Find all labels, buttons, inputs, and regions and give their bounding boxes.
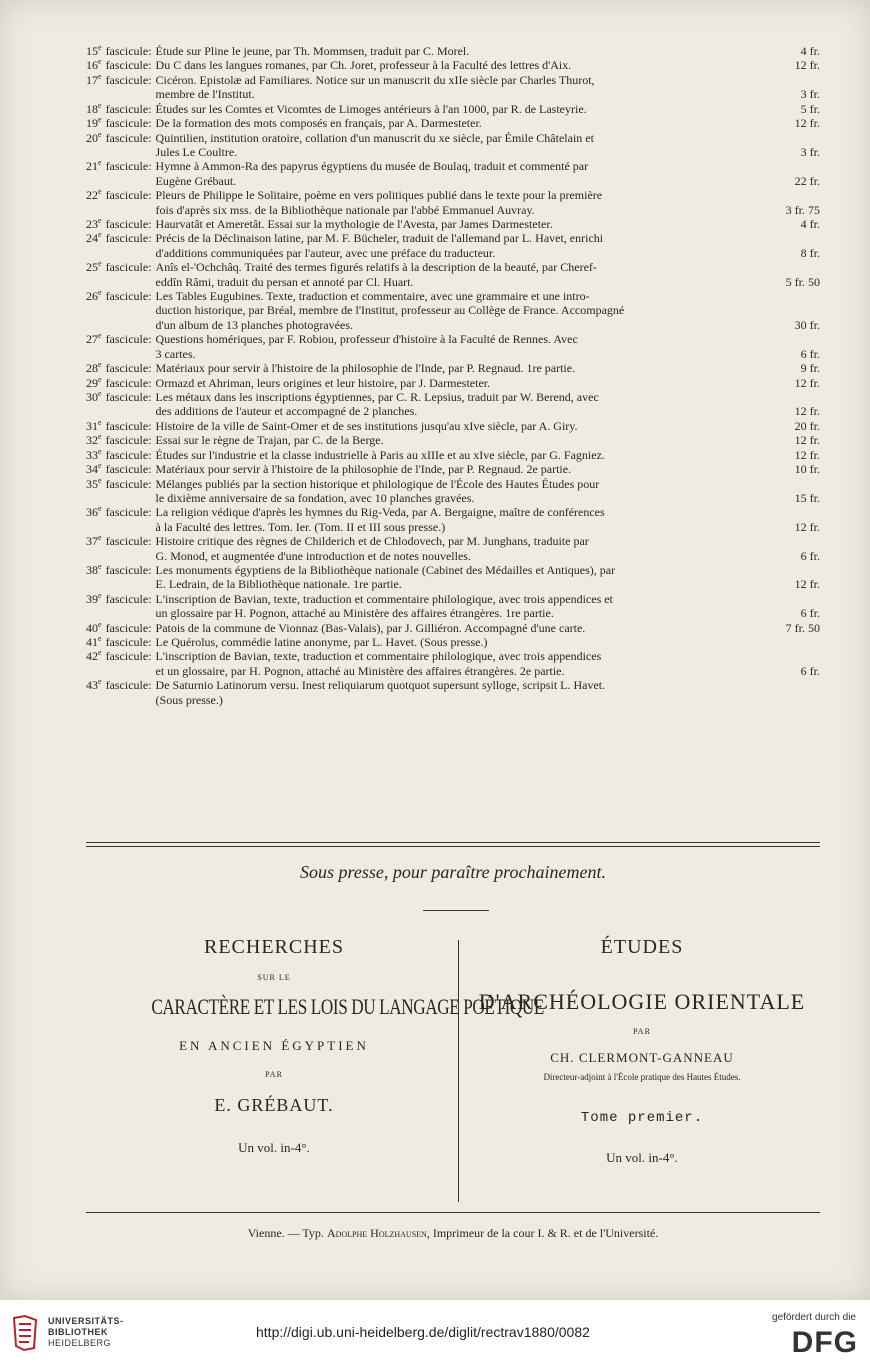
fascicule-text-line: Eugène Grébaut. (155, 173, 237, 188)
fascicule-number: 21 (86, 159, 98, 174)
fascicule-price: 6 fr. (800, 606, 820, 621)
fascicule-price: 10 fr. (794, 462, 820, 477)
fascicule-number: 28 (86, 361, 98, 376)
fascicule-number: 29 (86, 375, 98, 390)
fascicule-label (86, 58, 152, 72)
fascicule-number: 43 (86, 678, 98, 693)
fascicule-entry (86, 73, 820, 102)
fascicule-word: fascicule: (105, 260, 152, 275)
funded-by-text: gefördert durch die (772, 1312, 856, 1323)
fascicule-label (86, 635, 152, 649)
fascicule-number-suffix: e (98, 216, 102, 225)
fascicule-word: fascicule: (105, 620, 152, 635)
fascicule-word: fascicule: (105, 447, 152, 462)
fascicule-description (152, 131, 820, 160)
fascicule-number-suffix: e (98, 100, 102, 110)
fascicule-label (86, 260, 152, 274)
fascicule-description (152, 73, 820, 102)
fascicule-price: 22 fr. (794, 173, 820, 188)
permalink-url[interactable]: http://digi.ub.uni-heidelberg.de/diglit/rectrav1880/0082 (256, 1324, 590, 1340)
fascicule-price: 9 fr. (800, 361, 820, 376)
fascicule-word: fascicule: (105, 678, 152, 693)
fascicule-text-line: Anîs el-'Ochchâq. Traité des termes figurés relatifs à la description de la beauté, par Cheref- (155, 260, 597, 275)
fascicule-price: 4 fr. (800, 217, 820, 232)
fascicule-text-line: (Sous presse.) (155, 692, 223, 707)
fascicule-number-suffix: e (98, 432, 102, 442)
fascicule-entry (86, 159, 820, 188)
fascicule-description (152, 376, 820, 390)
fascicule-entry (86, 376, 820, 390)
fascicule-description (152, 260, 820, 289)
fascicule-text-line: Études sur l'industrie et la classe industrielle à Paris au xIIIe et au xIve siècle, par G. Fagniez. (155, 447, 605, 462)
fascicule-number-suffix: e (98, 619, 102, 629)
fascicule-text-line: le dixième anniversaire de sa fondation, avec 10 planches gravées. (155, 490, 475, 505)
fascicule-description (152, 390, 820, 419)
fascicule-number: 18 (86, 101, 98, 116)
fascicule-text-line: fois d'après six mss. de la Bibliothèque nationale par l'abbé Emmanuel Auvray. (155, 202, 535, 217)
fascicule-description (152, 462, 820, 476)
fascicule-entry (86, 419, 820, 433)
fascicule-text-line: E. Ledrain, de la Bibliothèque nationale. 1re partie. (155, 577, 402, 592)
fascicule-word: fascicule: (105, 433, 152, 448)
university-library-logo-icon (10, 1314, 40, 1352)
fascicule-label (86, 332, 152, 346)
fascicule-text-line: L'inscription de Bavian, texte, traduction et commentaire philologique, avec trois appendices (155, 649, 602, 664)
fascicule-text-line: Les Tables Eugubines. Texte, traduction et commentaire, avec une grammaire et une intro- (155, 289, 590, 304)
left-subject: CARACTÈRE ET LES LOIS DU LANGAGE POÉTIQUE (151, 994, 545, 1019)
fascicule-price: 12 fr. (794, 116, 820, 131)
fascicule-number-suffix: e (98, 57, 102, 67)
fascicule-label (86, 44, 152, 58)
library-name (48, 1316, 124, 1349)
fascicule-text-line: des additions de l'auteur et accompagné de 2 planches. (155, 404, 418, 419)
left-title: RECHERCHES (203, 936, 345, 958)
fascicule-text-line: Le Quérolus, commédie latine anonyme, par L. Havet. (Sous presse.) (155, 635, 488, 650)
fascicule-description (152, 433, 820, 447)
fascicule-text-line: Étude sur Pline le jeune, par Th. Mommsen, traduit par C. Morel. (155, 44, 470, 58)
fascicule-label (86, 433, 152, 447)
fascicule-text-line: Histoire de la ville de Saint-Omer et de ses institutions jusqu'au xIve siècle, par A. Giry. (155, 418, 578, 433)
fascicule-text-line: De la formation des mots composés en français, par A. Darmesteter. (155, 116, 482, 131)
fascicule-word: fascicule: (105, 505, 152, 520)
fascicule-description (152, 649, 820, 678)
fascicule-number-suffix: e (98, 187, 102, 197)
fascicule-text-line: d'un album de 13 planches photogravées. (155, 317, 353, 332)
fascicule-word: fascicule: (105, 534, 152, 549)
fascicule-label (86, 592, 152, 606)
short-rule-divider (423, 910, 489, 911)
fascicule-text-line: et un glossaire, par H. Pognon, attaché au Ministère des affaires étrangères. 2e partie. (155, 663, 565, 678)
fascicule-description (152, 102, 820, 116)
fascicule-price: 12 fr. (794, 58, 820, 73)
fascicule-word: fascicule: (105, 116, 152, 131)
fascicule-entry (86, 534, 820, 563)
fascicule-description (152, 217, 820, 231)
fascicule-label (86, 376, 152, 390)
fascicule-number-suffix: e (98, 446, 102, 456)
fascicule-label (86, 419, 152, 433)
fascicule-label (86, 621, 152, 635)
fascicule-number-suffix: e (98, 43, 102, 52)
imprint-prefix: Vienne. — Typ. (247, 1226, 324, 1240)
fascicule-word: fascicule: (105, 591, 152, 606)
fascicule-word: fascicule: (105, 188, 152, 203)
fascicule-text-line: Cicéron. Epistolæ ad Familiares. Notice sur un manuscrit du xIIe siècle par Charles Thurot, (155, 72, 595, 87)
fascicule-description (152, 58, 820, 72)
fascicule-label (86, 448, 152, 462)
fascicule-number: 26 (86, 289, 98, 304)
printer-imprint (86, 1226, 820, 1241)
fascicule-price: 12 fr. (794, 433, 820, 448)
fascicule-label (86, 231, 152, 245)
fascicule-number-suffix: e (98, 504, 102, 514)
fascicule-number-suffix: e (98, 634, 102, 644)
fascicule-price: 6 fr. (800, 663, 820, 678)
fascicule-description (152, 159, 820, 188)
fascicule-label (86, 73, 152, 87)
left-sur-le: SUR LE (257, 973, 291, 982)
fascicule-text-line: Haurvatât et Ameretât. Essai sur la mythologie de l'Avesta, par James Darmesteter. (155, 217, 553, 231)
fascicule-text-line: d'additions communiquées par l'auteur, avec une préface du traducteur. (155, 245, 496, 260)
fascicule-text-line: G. Monod, et augmentée d'une introduction et de notes nouvelles. (155, 548, 471, 563)
fascicule-number: 22 (86, 188, 98, 203)
fascicule-price: 12 fr. (794, 577, 820, 592)
fascicule-text-line: La religion védique d'après les hymnes du Rig-Veda, par A. Bergaigne, maître de conférences (155, 505, 605, 520)
fascicule-text-line: à la Faculté des lettres. Tom. Ier. (Tom. II et III sous presse.) (155, 519, 446, 534)
fascicule-entry (86, 505, 820, 534)
fascicule-number: 25 (86, 260, 98, 275)
fascicule-label (86, 534, 152, 548)
column-divider (458, 940, 459, 1202)
fascicule-word: fascicule: (105, 375, 152, 390)
library-line-2: BIBLIOTHEK (48, 1327, 108, 1337)
fascicule-text-line: duction historique, par Bréal, membre de l'Institut, professeur au Collège de France. Accompagné (155, 303, 625, 318)
fascicule-word: fascicule: (105, 562, 152, 577)
fascicule-description (152, 563, 820, 592)
fascicule-word: fascicule: (105, 476, 152, 491)
right-subject: D'ARCHÉOLOGIE ORIENTALE (478, 989, 806, 1014)
left-par: PAR (265, 1070, 283, 1079)
fascicule-number-suffix: e (98, 374, 102, 384)
fascicule-price: 8 fr. (800, 245, 820, 260)
fascicule-description (152, 678, 820, 707)
fascicule-number: 31 (86, 418, 98, 433)
fascicule-price: 12 fr. (794, 519, 820, 534)
forthcoming-notice: Sous presse, pour paraître prochainement. (300, 862, 606, 882)
fascicule-entry (86, 217, 820, 231)
fascicule-text-line: Les métaux dans les inscriptions égyptiennes, par C. R. Lepsius, traduit par W. Berend, avec (155, 389, 599, 404)
bottom-rule-divider (86, 1212, 820, 1213)
fascicule-entry (86, 649, 820, 678)
fascicule-price: 12 fr. (794, 404, 820, 419)
dfg-logo: DFG (791, 1326, 858, 1359)
right-volume: Un vol. in-4°. (606, 1150, 678, 1165)
fascicule-entry (86, 433, 820, 447)
fascicule-description (152, 44, 820, 58)
fascicule-entry (86, 131, 820, 160)
fascicule-word: fascicule: (105, 389, 152, 404)
left-announcement (96, 936, 545, 1156)
fascicule-entry (86, 332, 820, 361)
fascicule-price: 12 fr. (794, 375, 820, 390)
left-volume: Un vol. in-4°. (238, 1140, 310, 1155)
fascicule-price: 20 fr. (794, 418, 820, 433)
fascicule-entry (86, 621, 820, 635)
fascicule-entry (86, 231, 820, 260)
fascicule-price: 4 fr. (800, 44, 820, 59)
fascicule-label (86, 361, 152, 375)
fascicule-description (152, 332, 820, 361)
fascicule-word: fascicule: (105, 462, 152, 477)
fascicule-text-line: L'inscription de Bavian, texte, traduction et commentaire philologique, avec trois appendices et (155, 591, 613, 606)
fascicule-word: fascicule: (105, 217, 152, 231)
fascicule-text-line: Matériaux pour servir à l'histoire de la philosophie de l'Inde, par P. Regnaud. 2e partie. (155, 462, 572, 477)
fascicule-text-line: un glossaire par H. Pognon, attaché au Ministère des affaires étrangères. 1re partie. (155, 606, 554, 621)
fascicule-label (86, 102, 152, 116)
fascicule-entry (86, 289, 820, 332)
fascicule-price: 6 fr. (800, 346, 820, 361)
fascicule-price: 15 fr. (794, 490, 820, 505)
fascicule-text-line: Histoire critique des règnes de Childerich et de Chlodovech, par M. Junghans, traduite par (155, 534, 589, 549)
fascicule-number: 36 (86, 505, 98, 520)
fascicule-text-line: Études sur les Comtes et Vicomtes de Limoges antérieurs à l'an 1000, par R. de Lasteyrie. (155, 101, 587, 116)
fascicule-price: 3 fr. (800, 87, 820, 102)
fascicule-number-suffix: e (98, 648, 102, 658)
library-line-3: HEIDELBERG (48, 1338, 112, 1348)
fascicule-number: 24 (86, 231, 98, 246)
fascicule-label (86, 131, 152, 145)
fascicule-label (86, 217, 152, 231)
fascicule-number: 30 (86, 389, 98, 404)
fascicule-entry (86, 260, 820, 289)
fascicule-number-suffix: e (98, 533, 102, 543)
left-place: EN ANCIEN ÉGYPTIEN (179, 1038, 369, 1053)
fascicule-label (86, 563, 152, 577)
fascicule-word: fascicule: (105, 231, 152, 246)
fascicule-number-suffix: e (98, 561, 102, 571)
fascicule-price: 5 fr. 50 (785, 274, 820, 289)
fascicule-text-line: Quintilien, institution oratoire, collation d'un manuscrit du xe siècle, par Émile Châtelain et (155, 130, 594, 145)
fascicule-number: 32 (86, 433, 98, 448)
fascicule-label (86, 678, 152, 692)
fascicule-label (86, 649, 152, 663)
fascicule-number-suffix: e (98, 461, 102, 471)
fascicule-entry (86, 462, 820, 476)
fascicule-entry (86, 390, 820, 419)
fascicule-number: 33 (86, 447, 98, 462)
fascicule-description (152, 534, 820, 563)
fascicule-entry (86, 44, 820, 58)
fascicule-entry (86, 361, 820, 375)
fascicule-number-suffix: e (98, 417, 102, 427)
fascicule-number: 17 (86, 72, 98, 87)
fascicule-text-line: Les monuments égyptiens de la Bibliothèque nationale (Cabinet des Médailles et Antiques), par (155, 562, 616, 577)
fascicule-text-line: 3 cartes. (155, 346, 196, 361)
fascicule-word: fascicule: (105, 289, 152, 304)
fascicule-list (86, 43, 820, 707)
fascicule-word: fascicule: (105, 130, 152, 145)
fascicule-number-suffix: e (98, 288, 102, 298)
fascicule-number-suffix: e (98, 388, 102, 398)
imprint-printer: Adolphe Holzhausen, (326, 1226, 430, 1240)
fascicule-label (86, 116, 152, 130)
fascicule-text-line: Ormazd et Ahriman, leurs origines et leur histoire, par J. Darmesteter. (155, 375, 491, 390)
fascicule-number-suffix: e (98, 360, 102, 370)
fascicule-number-suffix: e (98, 331, 102, 341)
fascicule-label (86, 159, 152, 173)
fascicule-text-line: Pleurs de Philippe le Solitaire, poème en vers politiques publié dans le texte pour la première (155, 188, 603, 203)
fascicule-number: 34 (86, 462, 98, 477)
fascicule-description (152, 621, 820, 635)
fascicule-number: 38 (86, 562, 98, 577)
fascicule-word: fascicule: (105, 418, 152, 433)
fascicule-word: fascicule: (105, 44, 152, 58)
fascicule-number-suffix: e (98, 129, 102, 139)
fascicule-text-line: Matériaux pour servir à l'histoire de la philosophie de l'Inde, par P. Regnaud. 1re partie. (155, 361, 576, 376)
fascicule-entry (86, 116, 820, 130)
right-announcement (464, 936, 820, 1166)
right-title: ÉTUDES (600, 936, 684, 958)
fascicule-entry (86, 477, 820, 506)
fascicule-text-line: membre de l'Institut. (155, 87, 255, 102)
fascicule-label (86, 462, 152, 476)
fascicule-text-line: Du C dans les langues romanes, par Ch. Joret, professeur à la Faculté des lettres d'Aix. (155, 58, 572, 73)
fascicule-price: 6 fr. (800, 548, 820, 563)
fascicule-price: 30 fr. (794, 317, 820, 332)
fascicule-number-suffix: e (98, 158, 102, 168)
fascicule-number: 27 (86, 332, 98, 347)
fascicule-description (152, 361, 820, 375)
fascicule-text-line: Hymne à Ammon-Ra des papyrus égyptiens du musée de Boulaq, traduit et commenté par (155, 159, 589, 174)
fascicule-number-suffix: e (98, 677, 102, 687)
fascicule-price: 5 fr. (800, 101, 820, 116)
fascicule-number: 23 (86, 217, 98, 231)
fascicule-description (152, 188, 820, 217)
fascicule-number-suffix: e (98, 115, 102, 125)
fascicule-entry (86, 635, 820, 649)
fascicule-text-line: eddîn Râmi, traduit du persan et annoté par Cl. Huart. (155, 274, 414, 289)
fascicule-description (152, 231, 820, 260)
fascicule-label (86, 188, 152, 202)
left-author: E. GRÉBAUT. (214, 1095, 334, 1115)
right-tome: Tome premier. (580, 1110, 704, 1126)
fascicule-number: 39 (86, 591, 98, 606)
fascicule-text-line: Essai sur le règne de Trajan, par C. de la Berge. (155, 433, 384, 448)
right-author: CH. CLERMONT-GANNEAU (550, 1050, 734, 1065)
fascicule-text-line: Jules Le Coultre. (155, 144, 238, 159)
fascicule-description (152, 477, 820, 506)
fascicule-number-suffix: e (98, 230, 102, 240)
fascicule-word: fascicule: (105, 58, 152, 73)
right-role: Directeur-adjoint à l'École pratique des Hautes Études. (543, 1072, 741, 1082)
fascicule-text-line: Mélanges publiés par la section historique et philologique de l'École des Hautes Études pour (155, 476, 600, 491)
fascicule-number-suffix: e (98, 590, 102, 600)
fascicule-entry (86, 563, 820, 592)
fascicule-word: fascicule: (105, 649, 152, 664)
fascicule-description (152, 419, 820, 433)
fascicule-label (86, 477, 152, 491)
fascicule-label (86, 505, 152, 519)
fascicule-price: 3 fr. 75 (785, 202, 820, 217)
fascicule-word: fascicule: (105, 101, 152, 116)
fascicule-description (152, 592, 820, 621)
fascicule-word: fascicule: (105, 332, 152, 347)
fascicule-entry (86, 677, 820, 707)
fascicule-number: 20 (86, 130, 98, 145)
fascicule-word: fascicule: (105, 635, 152, 650)
fascicule-number: 15 (86, 44, 98, 58)
fascicule-description (152, 116, 820, 130)
fascicule-number: 37 (86, 534, 98, 549)
fascicule-word: fascicule: (105, 159, 152, 174)
double-rule-divider (86, 842, 820, 847)
fascicule-number: 16 (86, 58, 98, 73)
fascicule-text-line: De Saturnio Latinorum versu. Inest reliquiarum quotquot supersunt sylloge, scripsit L. Havet. (155, 678, 606, 693)
imprint-suffix: Imprimeur de la cour I. & R. et de l'Université. (432, 1226, 659, 1240)
fascicule-text-line: Questions homériques, par F. Robiou, professeur d'histoire à la Faculté de Rennes. Avec (155, 332, 578, 347)
fascicule-number-suffix: e (98, 475, 102, 485)
fascicule-description (152, 289, 820, 332)
fascicule-number: 40 (86, 620, 98, 635)
fascicule-description (152, 505, 820, 534)
fascicule-number: 19 (86, 116, 98, 131)
fascicule-price: 7 fr. 50 (785, 620, 820, 635)
library-line-1: UNIVERSITÄTS- (48, 1316, 124, 1326)
fascicule-label (86, 289, 152, 303)
fascicule-entry (86, 188, 820, 217)
fascicule-label (86, 390, 152, 404)
fascicule-word: fascicule: (105, 361, 152, 376)
fascicule-description (152, 448, 820, 462)
fascicule-entry (86, 58, 820, 72)
fascicule-number: 41 (86, 635, 98, 650)
fascicule-number: 42 (86, 649, 98, 664)
fascicule-word: fascicule: (105, 72, 152, 87)
fascicule-entry (86, 448, 820, 462)
fascicule-number: 35 (86, 476, 98, 491)
fascicule-text-line: Précis de la Déclinaison latine, par M. F. Bücheler, traduit de l'allemand par L. Havet, enrichi (155, 231, 604, 246)
fascicule-price: 12 fr. (794, 447, 820, 462)
fascicule-entry (86, 102, 820, 116)
fascicule-number-suffix: e (98, 71, 102, 81)
right-par: PAR (633, 1027, 651, 1036)
fascicule-entry (86, 592, 820, 621)
viewer-footer (0, 1300, 870, 1368)
fascicule-number-suffix: e (98, 259, 102, 269)
fascicule-price: 3 fr. (800, 144, 820, 159)
fascicule-text-line: Patois de la commune de Vionnaz (Bas-Valais), par J. Gilliéron. Accompagné d'une carte. (155, 620, 586, 635)
